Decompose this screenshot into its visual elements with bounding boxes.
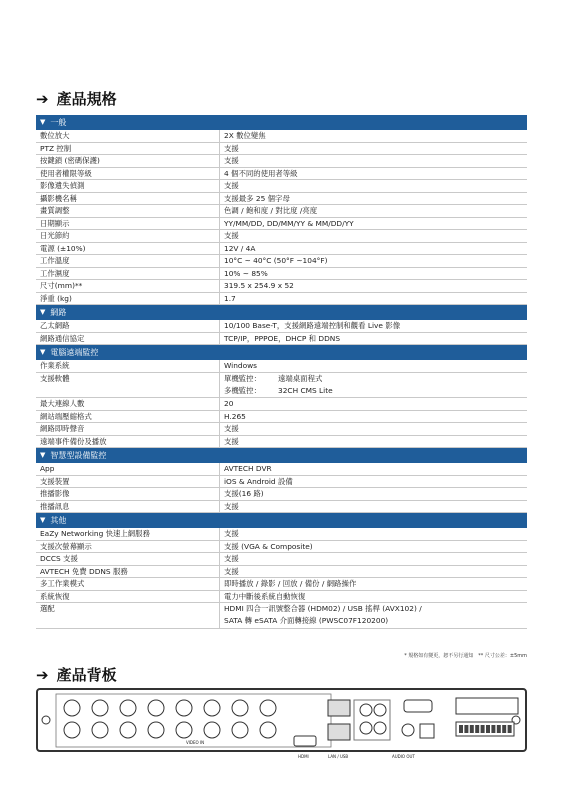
spec-value: 即時播放 / 錄影 / 回放 / 備份 / 網路操作 — [219, 578, 527, 590]
spec-label: 支援軟體 — [40, 373, 70, 383]
spec-label: 支援次螢幕顯示 — [40, 541, 92, 551]
spec-row — [36, 280, 527, 293]
bnc-connector — [176, 722, 192, 738]
bnc-connector — [204, 700, 220, 716]
spec-label: 系統恢復 — [40, 591, 70, 601]
section-title: 智慧型設備監控 — [50, 451, 107, 461]
spec-heading — [36, 88, 117, 109]
spec-value: YY/MM/DD, DD/MM/YY & MM/DD/YY — [219, 218, 527, 230]
spec-row — [36, 155, 527, 168]
spec-row — [36, 603, 527, 629]
spec-row — [36, 180, 527, 193]
spec-label: PTZ 控制 — [40, 143, 72, 153]
spec-value: 色調 / 飽和度 / 對比度 /亮度 — [219, 205, 527, 217]
section-title: 電腦遠端監控 — [50, 348, 99, 357]
bnc-connector — [120, 700, 136, 716]
triangle-down-icon: ▼ — [40, 348, 46, 356]
spec-label: DCCS 支援 — [40, 554, 78, 564]
spec-title: 產品規格 — [56, 90, 117, 108]
spec-sub-value: HDMI 四合一訊號整合器 (HDM02) / USB 搖桿 (AVX102) / — [224, 604, 422, 614]
spec-row — [36, 488, 527, 501]
bnc-connector — [92, 700, 108, 716]
spec-sub-value: SATA 轉 eSATA 介面轉接線 (PWSC07F120200) — [224, 616, 389, 626]
spec-label: 遠端事件備份及播放 — [40, 436, 107, 446]
lan-label: LAN / USB — [328, 754, 349, 759]
spec-value: iOS & Android 設備 — [219, 476, 527, 488]
bnc-connector — [232, 722, 248, 738]
spec-sub-value: 多機監控： — [224, 385, 261, 395]
spec-label: 日光節約 — [40, 231, 70, 240]
spec-row — [36, 553, 527, 566]
spec-label: 使用者權限等級 — [40, 168, 92, 178]
spec-row — [36, 143, 527, 156]
terminal-pin — [497, 725, 501, 733]
spec-value: TCP/IP，PPPOE，DHCP 和 DDNS — [219, 333, 527, 345]
spec-row — [36, 528, 527, 541]
spec-label: 影像遺失偵測 — [40, 181, 85, 190]
spec-label: 網站端壓縮格式 — [40, 411, 92, 421]
spec-value: 支援 — [219, 501, 527, 513]
spec-row — [36, 293, 527, 306]
spec-value: 支援 — [219, 230, 527, 242]
bnc-connector — [260, 700, 276, 716]
spec-row — [36, 130, 527, 143]
terminal-pin — [459, 725, 463, 733]
spec-value: 支援 — [219, 143, 527, 155]
bnc-connector — [92, 722, 108, 738]
spec-value: 支援 — [219, 423, 527, 435]
spec-value: 電力中斷後系統自動恢復 — [219, 591, 527, 603]
spec-sub-value: 單機監控： — [224, 373, 261, 383]
spec-row — [36, 501, 527, 514]
triangle-down-icon: ▼ — [40, 118, 46, 126]
spec-row — [36, 463, 527, 476]
triangle-down-icon: ▼ — [40, 308, 46, 316]
spec-label: 電源 (±10%) — [40, 243, 86, 253]
section-header — [36, 345, 527, 360]
spec-label: AVTECH 免費 DDNS 服務 — [40, 566, 128, 576]
spec-row — [36, 423, 527, 436]
spec-value: H.265 — [219, 411, 527, 423]
spec-label: 按鍵鎖 (密碼保護) — [40, 156, 100, 165]
spec-row — [36, 360, 527, 373]
spec-row — [36, 541, 527, 554]
section-title: 一般 — [50, 118, 67, 127]
section-header — [36, 115, 527, 130]
spec-label: 推播訊息 — [40, 501, 70, 511]
bnc-connector — [64, 722, 80, 738]
spec-value: 支援 — [219, 180, 527, 192]
section-title: 網路 — [50, 308, 67, 317]
spec-label: 攝影機名稱 — [40, 193, 77, 203]
arrow-right-icon: ➔ — [36, 89, 49, 108]
section-title: 其他 — [50, 516, 67, 526]
rear-panel-diagram — [36, 688, 527, 768]
spec-row — [36, 268, 527, 281]
bnc-connector — [64, 700, 80, 716]
spec-row — [36, 578, 527, 591]
section-header — [36, 305, 527, 320]
terminal-pin — [491, 725, 495, 733]
video-in-label: VIDEO IN — [186, 740, 205, 745]
spec-value: 支援 — [219, 566, 527, 578]
spec-label: 工作溫度 — [40, 256, 70, 265]
spec-label: 工作濕度 — [40, 268, 70, 278]
spec-row — [36, 320, 527, 333]
spec-value: 4 個不同的使用者等級 — [219, 168, 527, 180]
audio-out-label: AUDIO OUT — [392, 754, 415, 759]
spec-label: 最大連線人數 — [40, 399, 85, 409]
terminal-pin — [502, 725, 506, 733]
spec-value: 支援 — [219, 553, 527, 565]
section-header — [36, 513, 527, 528]
spec-value — [219, 603, 527, 628]
spec-value: 12V / 4A — [219, 243, 527, 255]
spec-value: 2X 數位變焦 — [219, 130, 527, 142]
spec-label: EaZy Networking 快速上網服務 — [40, 529, 150, 539]
spec-value: 支援 — [219, 528, 527, 540]
spec-table — [36, 115, 527, 629]
spec-value: 支援最多 25 個字母 — [219, 193, 527, 205]
spec-row — [36, 411, 527, 424]
spec-row — [36, 436, 527, 449]
spec-label: 支援裝置 — [40, 476, 70, 486]
spec-value: 1.7 — [219, 293, 527, 305]
back-title: 產品背板 — [56, 666, 117, 684]
spec-label: 推播影像 — [40, 489, 70, 499]
spec-value: 支援 — [219, 155, 527, 167]
spec-label: 選配 — [40, 604, 55, 614]
spec-label: 作業系統 — [40, 361, 70, 370]
terminal-pin — [508, 725, 512, 733]
bnc-connector — [260, 722, 276, 738]
hdmi-label: HDMI — [298, 754, 309, 759]
terminal-pin — [481, 725, 485, 733]
bnc-connector — [232, 700, 248, 716]
spec-row — [36, 591, 527, 604]
back-heading — [36, 664, 117, 685]
spec-row — [36, 168, 527, 181]
spec-value: 支援 (VGA & Composite) — [219, 541, 527, 553]
spec-row — [36, 205, 527, 218]
spec-row — [36, 476, 527, 489]
bnc-connector — [120, 722, 136, 738]
bnc-connector — [148, 722, 164, 738]
spec-value: 20 — [219, 398, 527, 410]
spec-value: 10% ~ 85% — [219, 268, 527, 280]
spec-row — [36, 373, 527, 399]
spec-label: 網路通信協定 — [40, 333, 85, 343]
terminal-pin — [464, 725, 468, 733]
terminal-pin — [470, 725, 474, 733]
spec-sub-value: 32CH CMS Lite — [278, 385, 333, 395]
bnc-connector — [148, 700, 164, 716]
spec-value: AVTECH DVR — [219, 463, 527, 475]
spec-sub-value: 遠端桌面程式 — [278, 373, 323, 383]
section-header — [36, 448, 527, 463]
spec-label: App — [40, 464, 55, 474]
spec-row — [36, 230, 527, 243]
spec-value: 支援(16 路) — [219, 488, 527, 500]
spec-row — [36, 398, 527, 411]
arrow-right-icon: ➔ — [36, 665, 49, 684]
spec-value: 10°C ~ 40°C (50°F ~104°F) — [219, 255, 527, 267]
spec-label: 淨重 (kg) — [40, 293, 72, 303]
spec-row — [36, 255, 527, 268]
terminal-pin — [486, 725, 490, 733]
spec-value: 10/100 Base-T，支援網路遠端控制和觀看 Live 影像 — [219, 320, 527, 332]
spec-row — [36, 218, 527, 231]
footnote: * 規格如有變更，恕不另行通知 ** 尺寸公差：±5mm — [404, 653, 527, 659]
spec-label: 日期顯示 — [40, 218, 70, 228]
spec-value: 319.5 x 254.9 x 52 — [219, 280, 527, 292]
spec-label: 尺寸(mm)** — [40, 281, 83, 290]
spec-label: 乙太網路 — [40, 321, 70, 330]
bnc-connector — [204, 722, 220, 738]
spec-value — [219, 373, 527, 398]
terminal-pin — [475, 725, 479, 733]
spec-label: 多工作業模式 — [40, 579, 85, 589]
spec-label: 網路即時聲音 — [40, 424, 85, 434]
spec-row — [36, 566, 527, 579]
triangle-down-icon: ▼ — [40, 451, 46, 460]
spec-label: 畫質調整 — [40, 206, 70, 215]
spec-row — [36, 193, 527, 206]
spec-value: 支援 — [219, 436, 527, 448]
triangle-down-icon: ▼ — [40, 516, 46, 525]
spec-row — [36, 243, 527, 256]
spec-row — [36, 333, 527, 346]
bnc-connector — [176, 700, 192, 716]
spec-value: Windows — [219, 360, 527, 372]
spec-label: 數位放大 — [40, 131, 70, 140]
